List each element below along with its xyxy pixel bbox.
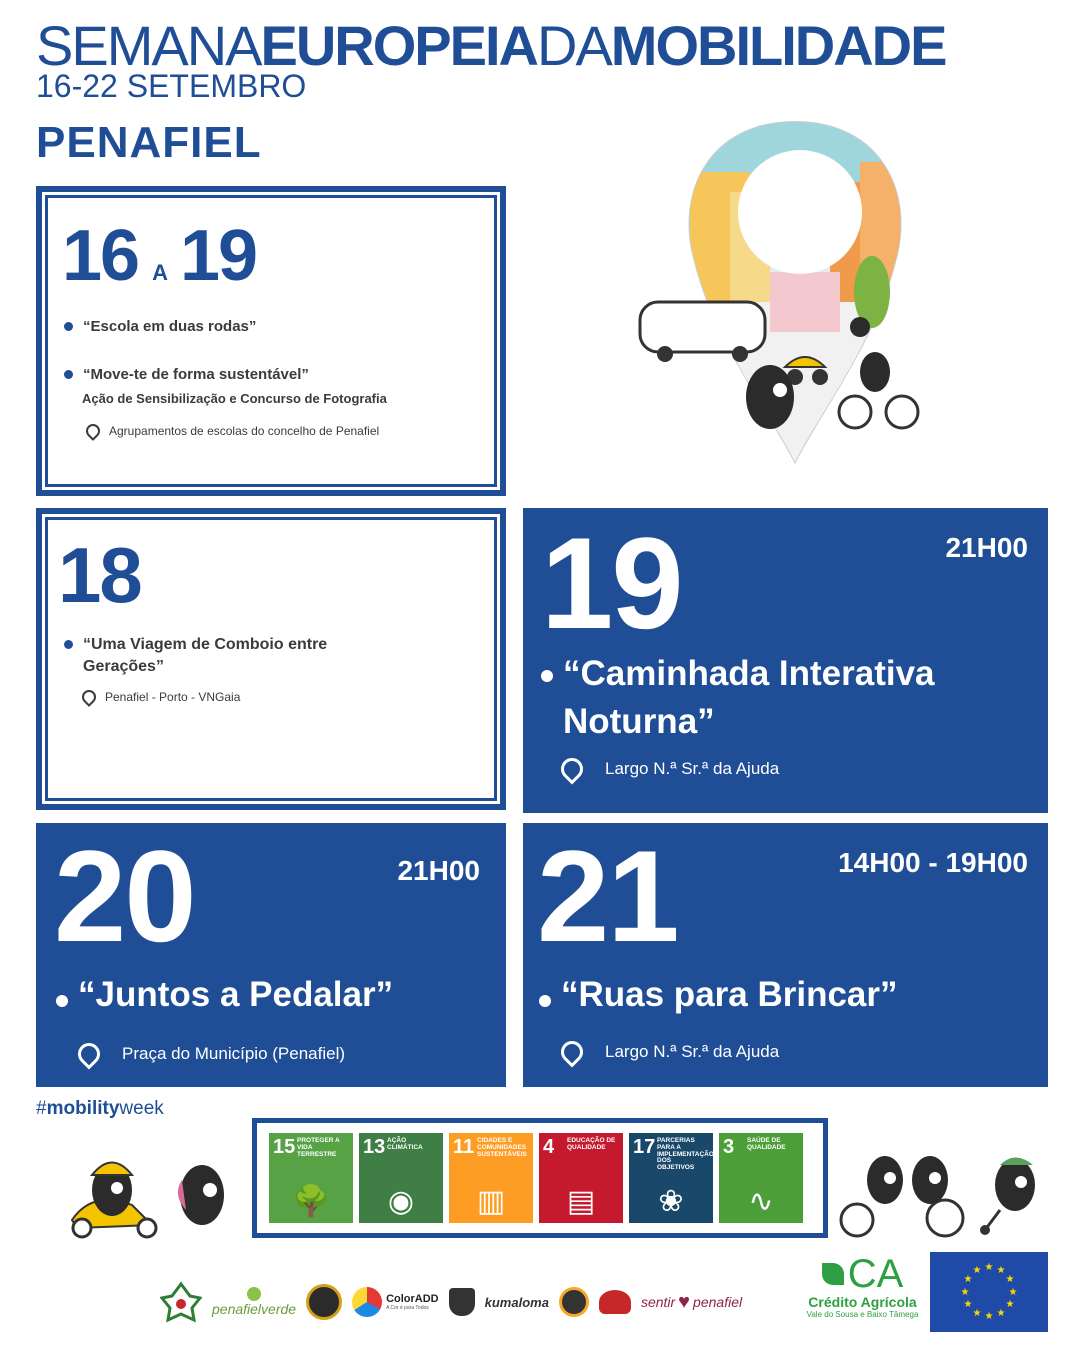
svg-text:★: ★ [1005,1299,1015,1310]
kumaloma-logo: kumaloma [484,1294,549,1310]
event-dates: 16-22 SETEMBRO [36,68,307,104]
heartbeat-icon: ∿ [748,1185,774,1218]
event-day: 19 [541,510,682,656]
event-card-18 [36,508,506,810]
sdg-tile: 15 PROTEGER A VIDA TERRESTRE 🌳 [269,1133,353,1223]
hashtag: #mobilityweek [36,1098,164,1119]
event-card-16-19 [36,186,506,496]
svg-text:★: ★ [960,1287,970,1298]
event-item: “Uma Viagem de Comboio entre Gerações” [64,634,364,677]
svg-text:★: ★ [963,1299,973,1310]
location-pin-icon [73,1038,104,1069]
svg-text:★: ★ [963,1274,973,1285]
event-title: “Ruas para Brincar” [539,975,898,1015]
event-item-subtitle: Ação de Sensibilização e Concurso de Fotografia [82,391,387,406]
sdg-tile: 3 SAÚDE DE QUALIDADE ∿ [719,1133,803,1223]
sdg-tile: 11 CIDADES E COMUNIDADES SUSTENTÁVEIS ▥ [449,1133,533,1223]
svg-text:★: ★ [984,1311,994,1322]
event-location: Penafiel - Porto - VNGaia [82,690,240,704]
svg-text:★: ★ [972,1265,982,1276]
mascots-tandem-scooter [835,1150,1045,1240]
eye-globe-icon: ◉ [387,1185,415,1218]
buildings-icon: ▥ [476,1185,506,1218]
location-pin-icon [83,421,103,441]
event-day: 21 [537,823,678,969]
event-time: 14H00 - 19H00 [838,847,1028,878]
sentir-penafiel-logo: sentir ♥ penafiel [640,1290,743,1313]
event-day: 18 [58,531,141,619]
event-card-19 [523,508,1048,813]
event-location: Largo N.ª Sr.ª da Ajuda [561,1041,779,1063]
date-range: 16 A 19 [62,216,257,296]
svg-text:★: ★ [972,1308,982,1319]
eu-flag-icon [930,1252,1048,1332]
event-time: 21H00 [945,532,1028,563]
event-time: 21H00 [397,855,480,886]
event-card-21 [523,823,1048,1087]
svg-text:★: ★ [1008,1287,1018,1298]
wing-badge-icon [599,1290,631,1314]
event-title: “Juntos a Pedalar” [56,975,393,1015]
round-badge-icon [559,1287,589,1317]
event-card-20 [36,823,506,1087]
event-title: SEMANAEUROPEIADAMOBILIDADE [36,14,946,77]
mascots-scooter-walker [52,1150,242,1240]
book-icon: ▤ [566,1185,596,1218]
event-item: “Move-te de forma sustentável” [64,366,309,383]
event-location: Praça do Município (Penafiel) [78,1043,345,1065]
city-pin-illustration [630,112,960,472]
event-location: Largo N.ª Sr.ª da Ajuda [561,758,779,780]
svg-text:★: ★ [1005,1274,1015,1285]
penafielverde-logo: penafielverde [212,1287,296,1317]
event-title: “Caminhada Interativa Noturna” [541,650,1011,747]
sdg-tile: 17 PARCERIAS PARA A IMPLEMENTAÇÃO DOS OBJETIVOS ❀ [629,1133,713,1223]
coloradd-logo: ColorADD A Cor é para Todos [352,1287,439,1317]
city-name: PENAFIEL [36,118,262,167]
location-pin-icon [556,1036,587,1067]
svg-text:★: ★ [996,1308,1006,1319]
sdg-goals [252,1118,828,1238]
svg-text:★: ★ [996,1265,1006,1276]
event-item: “Escola em duas rodas” [64,318,256,335]
credito-agricola-logo: CA Crédito Agrícola Vale do Sousa e Baixo Tâmega [806,1252,919,1319]
sdg-tile: 4 EDUCAÇÃO DE QUALIDADE ▤ [539,1133,623,1223]
logo-mark-icon [160,1280,202,1324]
tree-icon: 🌳 [292,1185,330,1218]
event-location: Agrupamentos de escolas do concelho de Penafiel [86,424,379,438]
leaf-icon [822,1263,844,1285]
heart-icon: ♥ [678,1290,691,1313]
shield-icon [449,1288,475,1316]
location-pin-icon [556,753,587,784]
club-badge-icon [306,1284,342,1320]
svg-text:★: ★ [984,1262,994,1273]
location-pin-icon [79,687,99,707]
partner-logos [160,1272,800,1332]
rings-icon: ❀ [658,1185,684,1218]
sdg-tile: 13 AÇÃO CLIMÁTICA ◉ [359,1133,443,1223]
event-day: 20 [54,823,195,969]
